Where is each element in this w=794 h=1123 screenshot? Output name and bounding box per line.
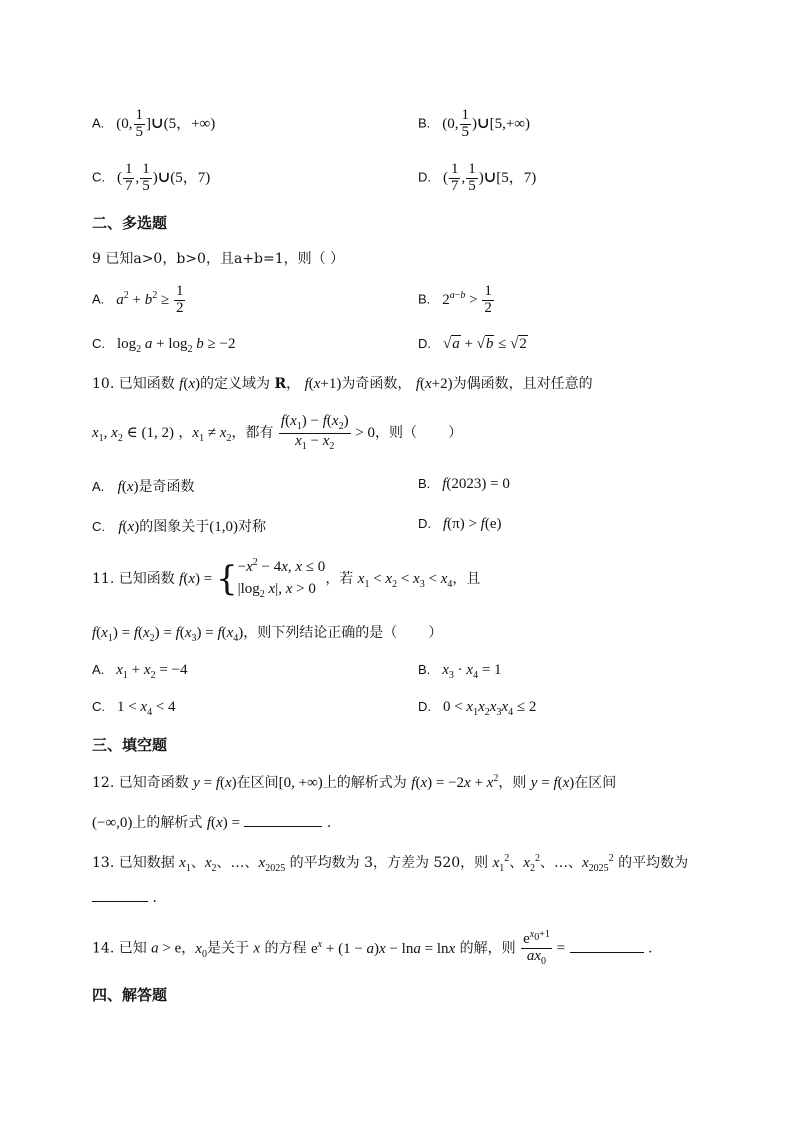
q9-option-c-expr: $\log_2 a + \log_2 b \ge -2$ bbox=[109, 336, 236, 355]
q11-option-c-expr: $1 < x_4 < 4$ bbox=[109, 699, 176, 718]
q11-option-a-expr: $x_1 + x_2 = -4$ bbox=[116, 662, 188, 681]
option-letter: D. bbox=[418, 336, 431, 351]
q14-line: 14. 已知 a > e，$x_0$是关于 x 的方程 $e^x + (1 - a)x - \ln a = \ln x$ 的解，则 $\frac{e^{x_0+1}}{ax_0}$ = . bbox=[92, 929, 653, 967]
section-title-multiple-choice: 二、多选题 bbox=[92, 214, 168, 232]
option-letter: A. bbox=[92, 291, 105, 307]
option-letter: C. bbox=[92, 519, 105, 534]
q8-option-b bbox=[418, 108, 530, 141]
q12-line2: (−∞,0)上的解析式 f(x) = . bbox=[92, 815, 332, 831]
q8-option-c bbox=[92, 162, 210, 195]
q11-stem-line1: 11. 已知函数 f(x) = { $-x^2 - 4x$, x ≤ 0 $|\log_2$ x|, x > 0 ，若 $x_1 < x_2 < x_3 < x_4$，且 bbox=[92, 557, 481, 600]
q10-option-d-expr: f(π) > f(e) bbox=[442, 516, 502, 532]
q13-line2: . bbox=[92, 890, 157, 906]
q8-option-a-expr: (0, $\frac{1}{5}$ ]∪(5，+∞) bbox=[108, 107, 216, 140]
q8-option-d-expr: ( $\frac{1}{7}$ , $\frac{1}{5}$ )∪[5，7) bbox=[435, 161, 537, 194]
q11-option-c bbox=[92, 699, 176, 718]
q9-option-c bbox=[92, 336, 235, 355]
q11-option-b-expr: $x_3 \cdot x_4 = 1$ bbox=[442, 662, 502, 681]
q8-option-d bbox=[418, 162, 536, 195]
q9-option-a bbox=[92, 284, 186, 317]
q10-option-a-expr: f(x)是奇函数 bbox=[117, 479, 195, 495]
q10-option-d bbox=[418, 516, 501, 533]
section-title-answer: 四、解答题 bbox=[92, 986, 168, 1004]
q9-option-a-expr: $a^2 + b^2$ ≥ $\frac{1}{2}$ bbox=[116, 283, 184, 316]
q11-option-d-expr: $0 < x_1x_2x_3x_4 \le 2$ bbox=[435, 699, 537, 718]
q10-stem-line2: $x_1$, $x_2$ ∈ (1, 2) ，$x_1 \ne x_2$，都有 $\frac{f(x_1) - f(x_2)}{x_1 - x_2}$ > 0，则（ ） bbox=[92, 413, 463, 452]
q9-option-b-expr: $2^{a-b}$ > $\frac{1}{2}$ bbox=[434, 283, 492, 316]
q11-option-a bbox=[92, 662, 187, 681]
answer-blank[interactable] bbox=[244, 825, 322, 827]
q10-option-c bbox=[92, 516, 266, 536]
q12-line1: 12. 已知奇函数 y = f(x)在区间[0, +∞)上的解析式为 $f(x) = -2x + x^2$，则 y = f(x)在区间 bbox=[92, 773, 617, 791]
option-letter: D. bbox=[418, 516, 431, 531]
q9-option-d-expr: √a + √b ≤ √2 bbox=[435, 336, 527, 352]
option-letter: B. bbox=[418, 662, 431, 677]
q8-option-a bbox=[92, 108, 215, 141]
option-letter: C. bbox=[92, 169, 105, 185]
q10-option-c-expr: f(x)的图象关于(1,0)对称 bbox=[118, 519, 266, 535]
option-letter: B. bbox=[418, 291, 431, 307]
q11-stem-line2: $f(x_1) = f(x_2) = f(x_3) = f(x_4)$，则下列结论正确的是（ ） bbox=[92, 625, 443, 644]
option-letter: A. bbox=[92, 479, 105, 494]
option-letter: D. bbox=[418, 169, 431, 185]
option-letter: B. bbox=[418, 115, 431, 131]
q9-stem: 9 已知a>0，b>0，且a+b=1，则（ ） bbox=[92, 251, 345, 267]
option-letter: C. bbox=[92, 699, 105, 714]
q10-option-a bbox=[92, 476, 195, 496]
option-letter: D. bbox=[418, 699, 431, 714]
q10-option-b bbox=[418, 476, 510, 493]
q8-option-c-expr: ( $\frac{1}{7}$ , $\frac{1}{5}$ )∪(5，7) bbox=[109, 161, 211, 194]
option-letter: A. bbox=[92, 115, 105, 131]
q8-option-b-expr: (0, $\frac{1}{5}$ )∪[5,+∞) bbox=[434, 107, 530, 140]
q10-option-b-expr: f(2023) = 0 bbox=[442, 476, 510, 492]
option-letter: A. bbox=[92, 662, 105, 677]
q13-line1: 13. 已知数据 $x_1$、$x_2$、…、$x_{2025}$ 的平均数为 3，方差为 520，则 $x_1^2$、$x_2^2$、…、$x_{2025}^2$ 的平均数为 bbox=[92, 853, 689, 874]
q11-option-b bbox=[418, 662, 502, 681]
q9-option-b bbox=[418, 284, 495, 317]
q11-option-d bbox=[418, 699, 536, 718]
option-letter: B. bbox=[418, 476, 431, 491]
option-letter: C. bbox=[92, 336, 105, 351]
q9-option-d bbox=[418, 336, 528, 353]
section-title-fill-in: 三、填空题 bbox=[92, 736, 168, 754]
q10-stem-line1: 10. 已知函数 f(x)的定义域为 R， f(x+1)为奇函数， f(x+2)为偶函数，且对任意的 bbox=[92, 376, 593, 392]
answer-blank[interactable] bbox=[570, 951, 644, 953]
answer-blank[interactable] bbox=[92, 900, 148, 902]
